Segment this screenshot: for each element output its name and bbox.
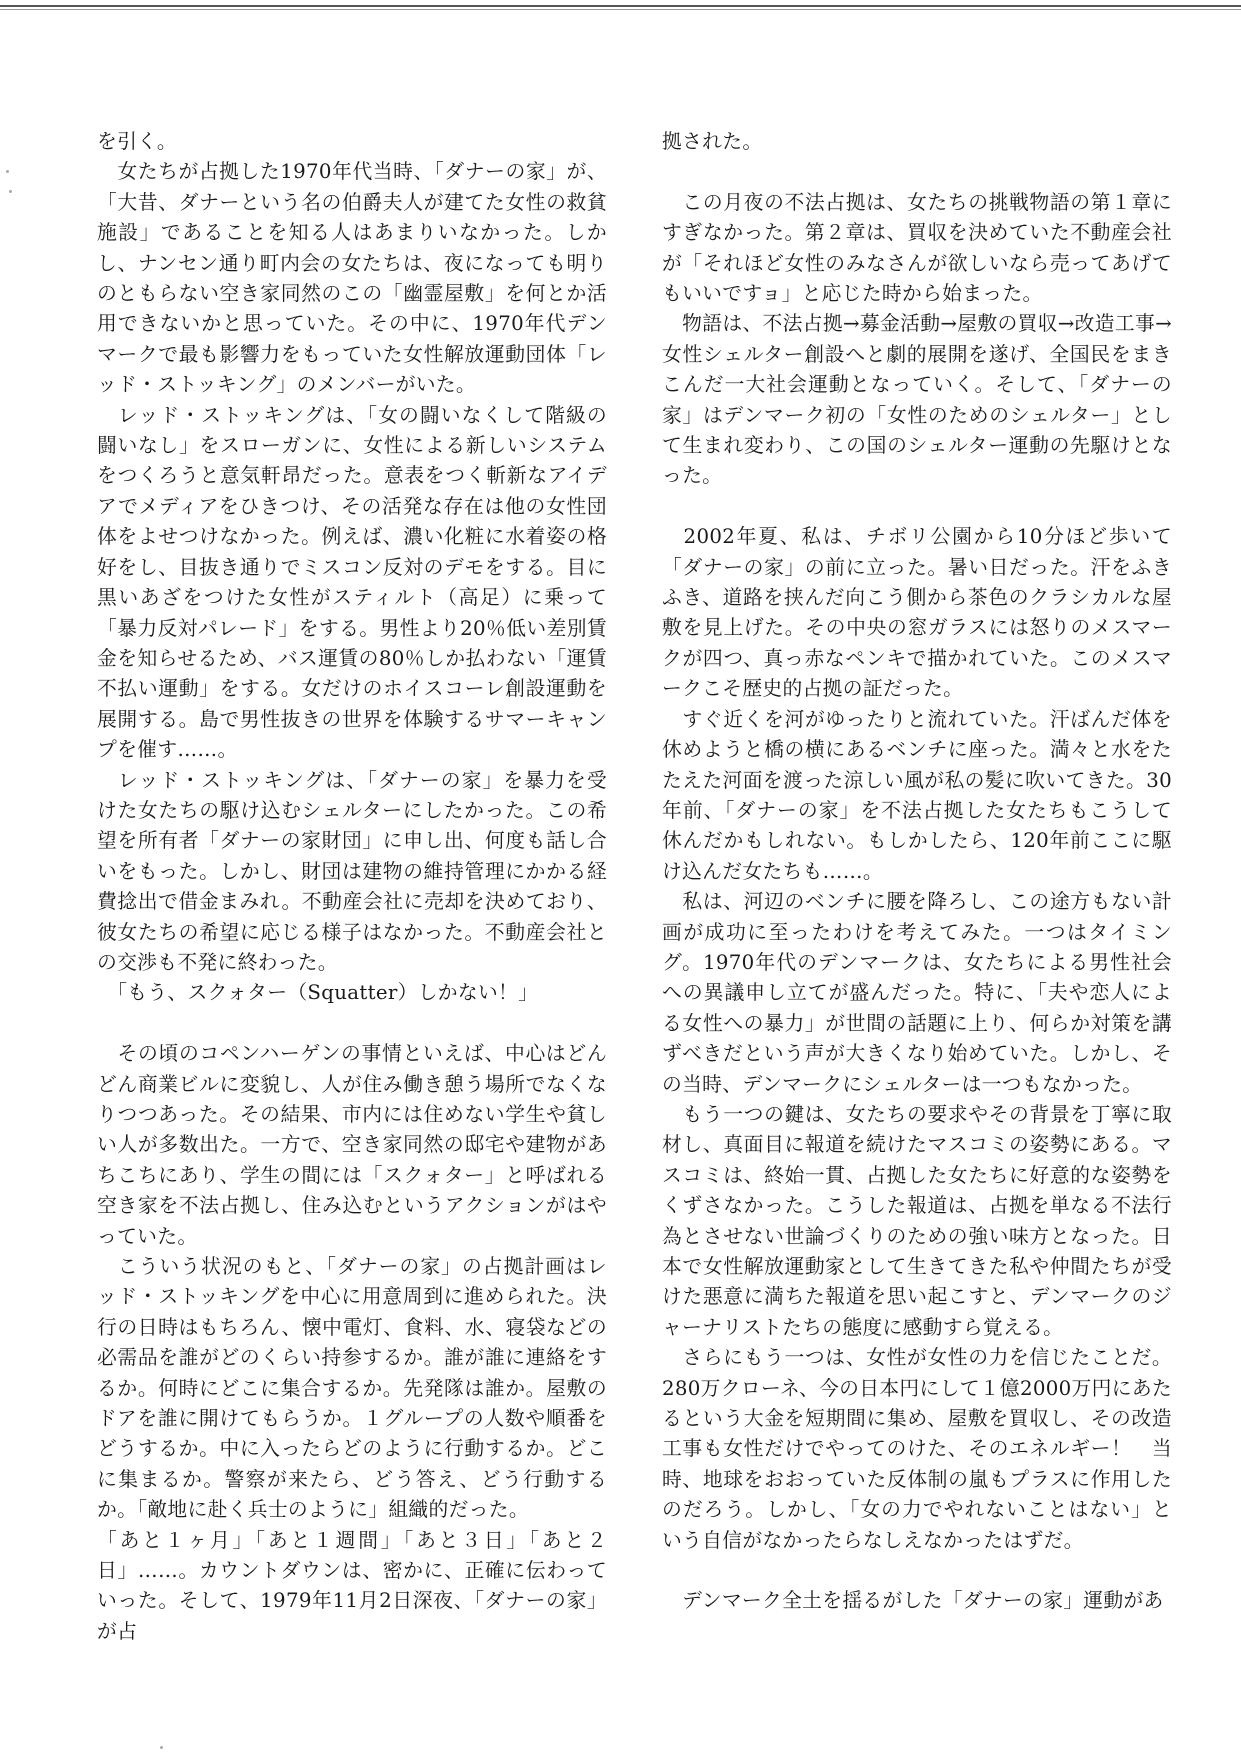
scan-artifact (9, 190, 12, 193)
left-text-column (97, 127, 607, 1647)
paragraph: を引く。 (97, 130, 177, 153)
section-gap (662, 1556, 1172, 1586)
paragraph: すぐ近くを河がゆったりと流れていた。汗ばんだ体を休めようと橋の横にあるベンチに座った。満々と水をたたえた河面を渡った涼しい風が私の髪に吹いてきた。30年前、「ダナーの家」を不法占拠した女たちもこうして休んだかもしれない。もしかしたら、120年前ここに駆け込んだ女たちも……。 (662, 707, 1172, 883)
top-border-line (0, 5, 1241, 7)
section-gap (662, 157, 1172, 187)
section-gap (662, 492, 1172, 522)
paragraph: デンマーク全土を揺るがした「ダナーの家」運動があ (662, 1589, 1164, 1613)
paragraph: レッド・ストッキングは、「女の闘いなくして階級の闘いなし」をスローガンに、女性による新しいシステムをつくろうと意気軒昂だった。意表をつく斬新なアイデアでメディアをひきつけ、その活発な存在は他の女性団体をよせつけなかった。例えば、濃い化粧に水着姿の格好をし、目抜き通りでミスコン反対のデモをする。目に黒いあざをつけた女性がスティルト（高足）に乗って「暴力反対パレード」をする。男性より20％低い差別賃金を知らせるため、バス運賃の80％しか払わない「運賃不払い運動」をする。女だけのホイスコーレ創設運動を展開する。島で男性抜きの世界を体験するサマーキャンプを催す……。 (97, 403, 607, 762)
paragraph: 「あと１ヶ月」「あと１週間」「あと３日」「あと２日」……。カウントダウンは、密かに、正確に伝わっていった。そして、1979年11月2日深夜、「ダナーの家」が占 (97, 1528, 607, 1643)
section-gap (97, 1009, 607, 1039)
paragraph: 女たちが占拠した1970年代当時、「ダナーの家」が、「大昔、ダナーという名の伯爵夫人が建てた女性の救貧施設」であることを知る人はあまりいなかった。しかし、ナンセン通り町内会の女たちは、夜になっても明りのともらない空き家同然のこの「幽霊屋敷」を何とか活用できないかと思っていた。その中に、1970年代デンマークで最も影響力をもっていた女性解放運動団体「レッド・ストッキング」のメンバーがいた。 (97, 160, 607, 397)
paragraph: その頃のコペンハーゲンの事情といえば、中心はどんどん商業ビルに変貌し、人が住み働き憩う場所でなくなりつつあった。その結果、市内には住めない学生や貧しい人が多数出た。一方で、空き家同然の邸宅や建物があちこちにあり、学生の間には「スクォター」と呼ばれる空き家を不法占拠し、住み込むというアクションがはやっていた。 (97, 1042, 607, 1248)
paragraph: この月夜の不法占拠は、女たちの挑戦物語の第１章にすぎなかった。第２章は、買収を決めていた不動産会社が「それほど女性のみなさんが欲しいなら売ってあげてもいいですョ」と応じた時から始まった。 (662, 190, 1172, 306)
top-border-line-thin (0, 9, 1241, 10)
paragraph: 私は、河辺のベンチに腰を降ろし、この途方もない計画が成功に至ったわけを考えてみた。一つはタイミング。1970年代のデンマークは、女たちによる男性社会への異議申し立てが盛んだった。特に、「夫や恋人による女性への暴力」が世間の話題に上り、何らか対策を講ずべきだという声が大きくなり始めていた。しかし、その当時、デンマークにシェルターは一つもなかった。 (662, 890, 1172, 1096)
scan-artifact (6, 170, 9, 173)
paragraph: 2002年夏、私は、チボリ公園から10分ほど歩いて「ダナーの家」の前に立った。暑い日だった。汗をふきふき、道路を挟んだ向こう側から茶色のクラシカルな屋敷を見上げた。その中央の窓ガラスには怒りのメスマークが四つ、真っ赤なペンキで描かれていた。このメスマークこそ歴史的占拠の証だった。 (662, 525, 1172, 701)
paragraph: こういう状況のもと、「ダナーの家」の占拠計画はレッド・ストッキングを中心に用意周到に進められた。決行の日時はもちろん、懐中電灯、食料、水、寝袋などの必需品を誰がどのくらい持参するか。誰が誰に連絡をするか。何時にどこに集合するか。先発隊は誰か。屋敷のドアを誰に開けてもらうか。１グループの人数や順番をどうするか。中に入ったらどのように行動するか。どこに集まるか。警察が来たら、どう答え、どう行動するか。「敵地に赴く兵士のように」組織的だった。 (97, 1255, 607, 1522)
paragraph: 拠された。 (662, 130, 763, 153)
quote-line: 「もう、スクォター（Squatter）しかない！」 (97, 981, 539, 1005)
right-text-column (662, 127, 1172, 1617)
scan-artifact (160, 1746, 163, 1749)
paragraph: レッド・ストッキングは、「ダナーの家」を暴力を受けた女たちの駆け込むシェルターにしたかった。この希望を所有者「ダナーの家財団」に申し出、何度も話し合いをもった。しかし、財団は建物の維持管理にかかる経費捻出で借金まみれ。不動産会社に売却を決めており、彼女たちの希望に応じる様子はなかった。不動産会社との交渉も不発に終わった。 (97, 768, 607, 974)
paragraph: 物語は、不法占拠→募金活動→屋敷の買収→改造工事→女性シェルター創設へと劇的展開を遂げ、全国民をまきこんだ一大社会運動となっていく。そして、「ダナーの家」はデンマーク初の「女性のためのシェルター」として生まれ変わり、この国のシェルター運動の先駆けとなった。 (662, 312, 1172, 488)
paragraph: さらにもう一つは、女性が女性の力を信じたことだ。280万クローネ、今の日本円にして１億2000万円にあたるという大金を短期間に集め、屋敷を買収し、その改造工事も女性だけでやってのけた、そのエネルギー！ 当時、地球をおおっていた反体制の嵐もプラスに作用したのだろう。しかし、「女の力でやれないことはない」という自信がなかったらなしえなかったはずだ。 (662, 1346, 1172, 1552)
paragraph: もう一つの鍵は、女たちの要求やその背景を丁寧に取材し、真面目に報道を続けたマスコミの姿勢にある。マスコミは、終始一貫、占拠した女たちに好意的な姿勢をくずさなかった。こうした報道は、占拠を単なる不法行為とさせない世論づくりのための強い味方となった。日本で女性解放運動家として生きてきた私や仲間たちが受けた悪意に満ちた報道を思い起こすと、デンマークのジャーナリストたちの態度に感動すら覚える。 (662, 1102, 1172, 1339)
